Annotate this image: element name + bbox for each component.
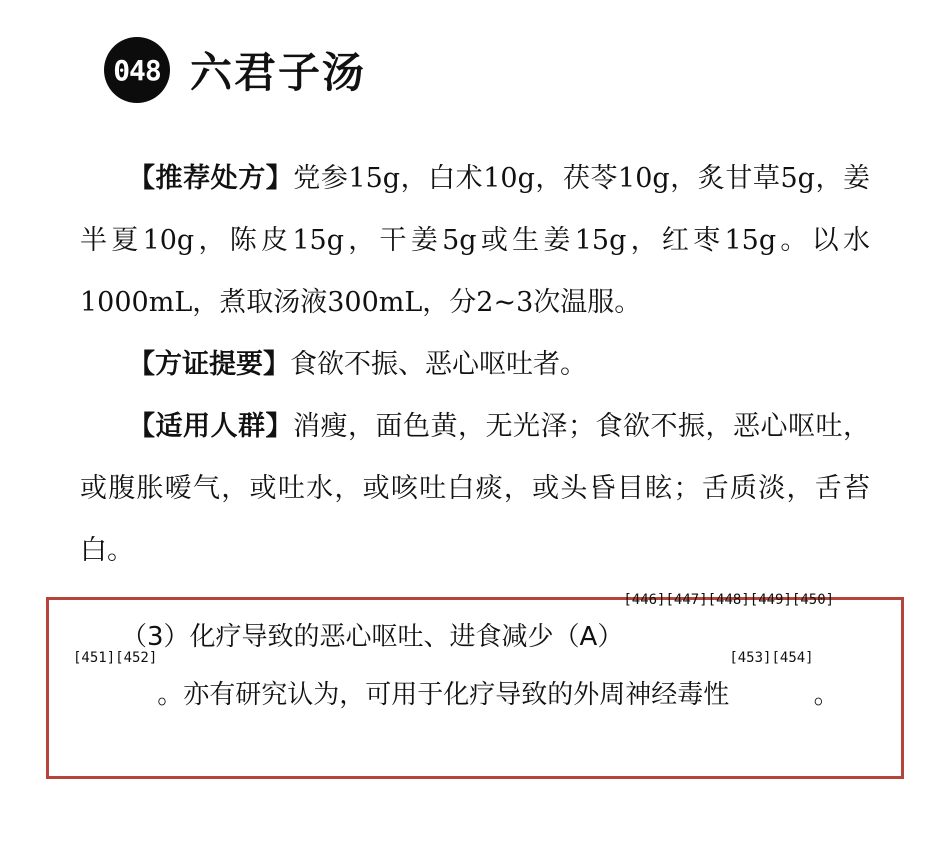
- research-note: 。亦有研究认为，可用于化疗导致的外周神经毒性: [157, 680, 730, 710]
- reference-markers: [446][447][448][449][450][451][452]: [73, 592, 835, 666]
- highlighted-indication-text: [73, 592, 873, 724]
- prescription-paragraph: [80, 148, 870, 334]
- reference-markers-2: [453][454]: [729, 650, 814, 666]
- key-points-text: 食欲不振、恶心呕吐者。: [290, 349, 587, 380]
- applicable-tag: 【适用人群】: [128, 411, 293, 442]
- sentence-end: 。: [813, 680, 840, 710]
- applicable-text: 消瘦，面色黄，无光泽；食欲不振，恶心呕吐，或腹胀嗳气，或吐水，或咳吐白痰，或头昏目眩；舌质淡，舌苔白。: [80, 411, 870, 566]
- highlighted-indication-box: [46, 592, 904, 779]
- formula-title: 六君子汤: [190, 48, 367, 97]
- title-row: [104, 38, 366, 102]
- prescription-tag: 【推荐处方】: [128, 163, 294, 194]
- formula-content: [80, 148, 870, 582]
- key-points-tag: 【方证提要】: [128, 349, 290, 380]
- applicable-paragraph: [80, 396, 870, 582]
- indication-statement: （3）化疗导致的恶心呕吐、进食减少（A）: [121, 622, 624, 652]
- prescription-text: 党参15g，白术10g，茯苓10g，炙甘草5g，姜半夏10g，陈皮15g，干姜5g或生姜15g，红枣15g。以水1000mL，煮取汤液300mL，分2~3次温服。: [80, 163, 870, 318]
- number-badge: 048: [104, 37, 170, 103]
- key-points-paragraph: [80, 334, 870, 396]
